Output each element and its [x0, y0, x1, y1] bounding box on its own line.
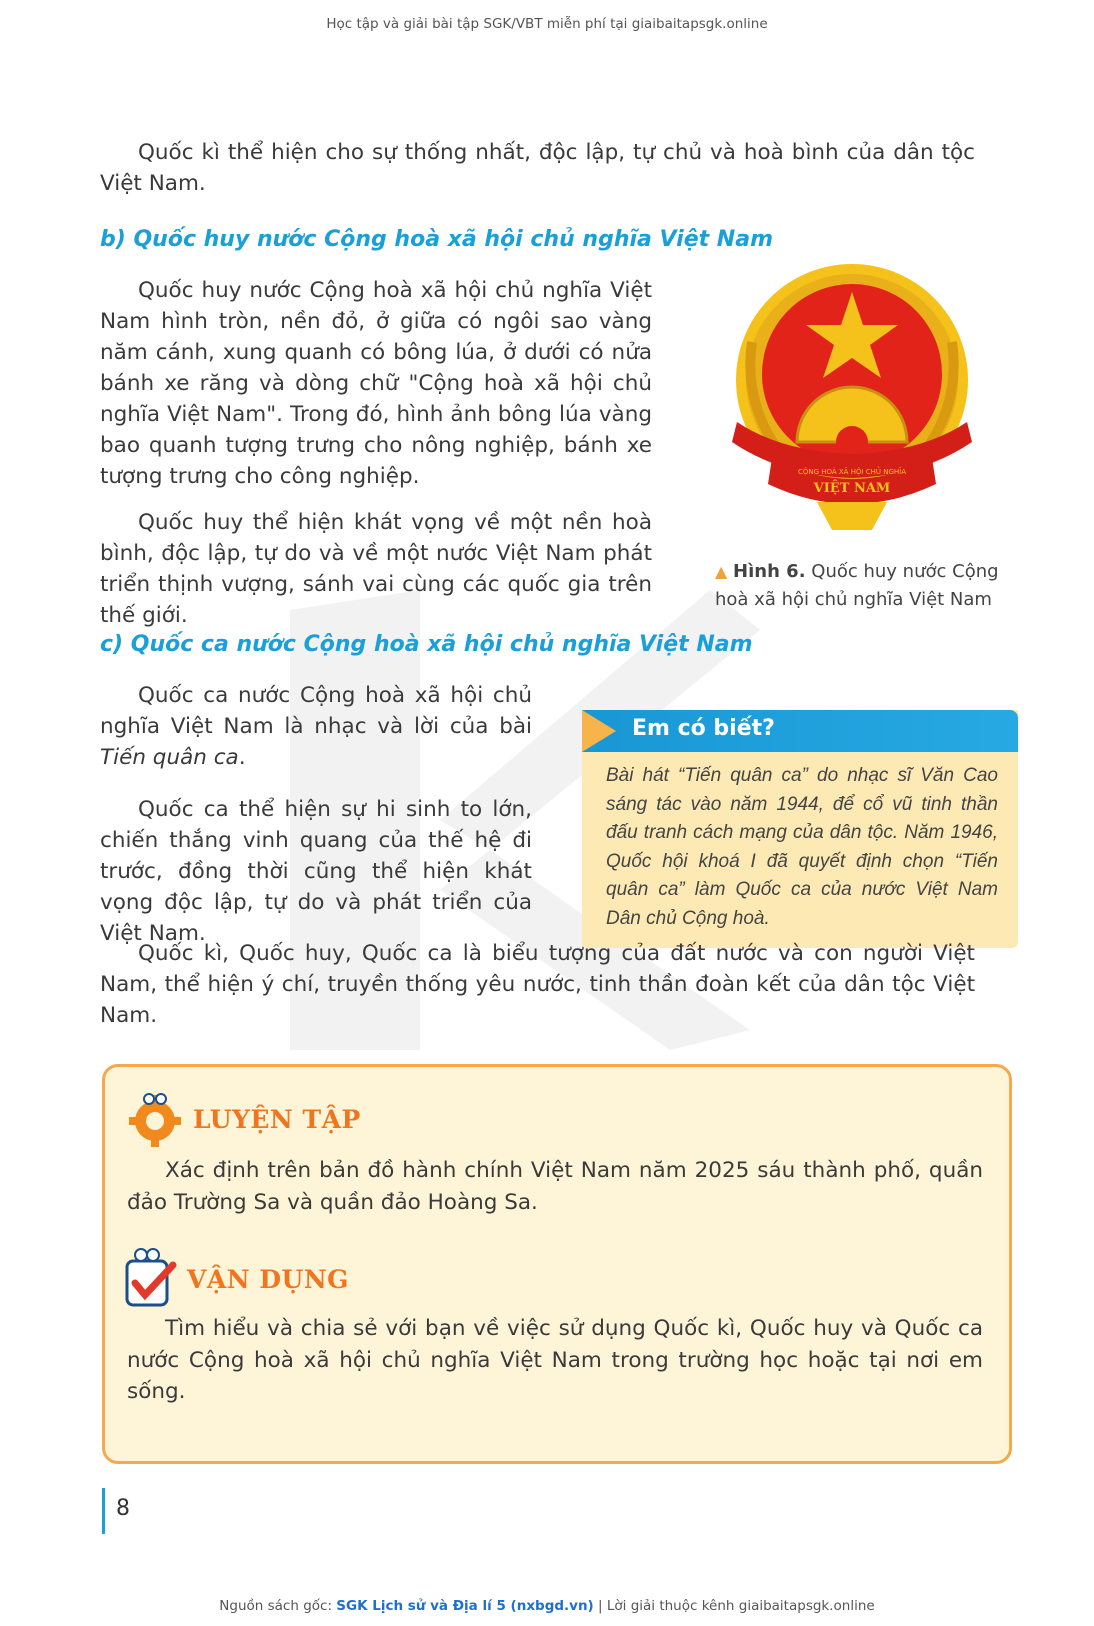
section-b-heading: b) Quốc huy nước Cộng hoà xã hội chủ nghĩa Việt Nam	[100, 227, 773, 252]
summary-paragraph: Quốc kì, Quốc huy, Quốc ca là biểu tượng của đất nước và con người Việt Nam, thể hiện ý chí, truyền thống yêu nước, tinh thần đoàn kết của dân tộc Việt Nam.	[100, 941, 975, 1028]
section-c-paragraph-1: Quốc ca nước Cộng hoà xã hội chủ nghĩa Việt Nam là nhạc và lời của bài Tiến quân ca.	[100, 683, 532, 770]
emblem-ribbon-main-text: VIỆT NAM	[813, 481, 891, 496]
section-b-paragraph-1: Quốc huy nước Cộng hoà xã hội chủ nghĩa Việt Nam hình tròn, nền đỏ, ở giữa có ngôi sao vàng năm cánh, xung quanh có bông lúa, ở dưới có nửa bánh xe răng và dòng chữ "Cộng hoà xã hội chủ nghĩa Việt Nam". Trong đó, hình ảnh bông lúa vàng bao quanh tượng trưng cho nông nghiệp, bánh xe tượng trưng cho công nghiệp.	[100, 278, 652, 489]
callout-title: Em có biết?	[632, 716, 775, 741]
section-b-paragraph-2: Quốc huy thể hiện khát vọng về một nền hoà bình, độc lập, tự do và về một nước Việt Nam phát triển thịnh vượng, sánh vai cùng các quốc gia trên thế giới.	[100, 510, 652, 628]
did-you-know-callout	[582, 710, 1018, 948]
national-emblem-image	[722, 262, 982, 538]
page-footer: Nguồn sách gốc: SGK Lịch sử và Địa lí 5 (nxbgd.vn) | Lời giải thuộc kênh giaibaitapsgk.online	[219, 1598, 875, 1614]
figure-label: Hình 6.	[733, 561, 806, 582]
practice-title: LUYỆN TẬP	[193, 1105, 361, 1134]
apply-title: VẬN DỤNG	[187, 1265, 350, 1294]
source-link[interactable]: SGK Lịch sử và Địa lí 5 (nxbgd.vn)	[336, 1598, 594, 1614]
checklist-mascot-icon	[121, 1245, 181, 1309]
song-title: Tiến quân ca	[100, 745, 239, 770]
figure-caption-text: Quốc huy nước Cộng hoà xã hội chủ nghĩa Việt Nam	[715, 561, 999, 610]
figure-6-caption	[715, 558, 1015, 614]
callout-text: Bài hát “Tiến quân ca” do nhạc sĩ Văn Cao sáng tác vào năm 1944, để cổ vũ tinh thần đấu tranh cách mạng của dân tộc. Năm 1946, Quốc hội khoá I đã quyết định chọn “Tiến quân ca” làm Quốc ca của nước Việt Nam Dân chủ Cộng hoà.	[606, 765, 998, 929]
practice-text: Xác định trên bản đồ hành chính Việt Nam năm 2025 sáu thành phố, quần đảo Trường Sa và quần đảo Hoàng Sa.	[127, 1158, 983, 1215]
page-number: 8	[116, 1496, 130, 1521]
page-number-bar	[102, 1488, 105, 1534]
caption-triangle-icon: ▲	[715, 562, 728, 581]
callout-arrow-icon	[582, 710, 616, 752]
apply-text: Tìm hiểu và chia sẻ với bạn về việc sử dụng Quốc kì, Quốc huy và Quốc ca nước Cộng hoà xã hội chủ nghĩa Việt Nam trong trường học hoặc tại nơi em sống.	[127, 1316, 983, 1404]
page-header: Học tập và giải bài tập SGK/VBT miễn phí tại giaibaitapsgk.online	[326, 16, 768, 32]
section-c-heading: c) Quốc ca nước Cộng hoà xã hội chủ nghĩa Việt Nam	[100, 632, 753, 657]
gear-mascot-icon	[125, 1087, 185, 1147]
section-c-paragraph-2: Quốc ca thể hiện sự hi sinh to lớn, chiến thắng vinh quang của thế hệ đi trước, đồng thời cũng thể hiện khát vọng độc lập, tự do và phát triển của Việt Nam.	[100, 797, 532, 946]
emblem-ribbon-small-text: CỘNG HOÀ XÃ HỘI CHỦ NGHĨA	[797, 468, 907, 476]
practice-apply-box	[102, 1064, 1012, 1464]
intro-paragraph: Quốc kì thể hiện cho sự thống nhất, độc lập, tự chủ và hoà bình của dân tộc Việt Nam.	[100, 140, 975, 196]
